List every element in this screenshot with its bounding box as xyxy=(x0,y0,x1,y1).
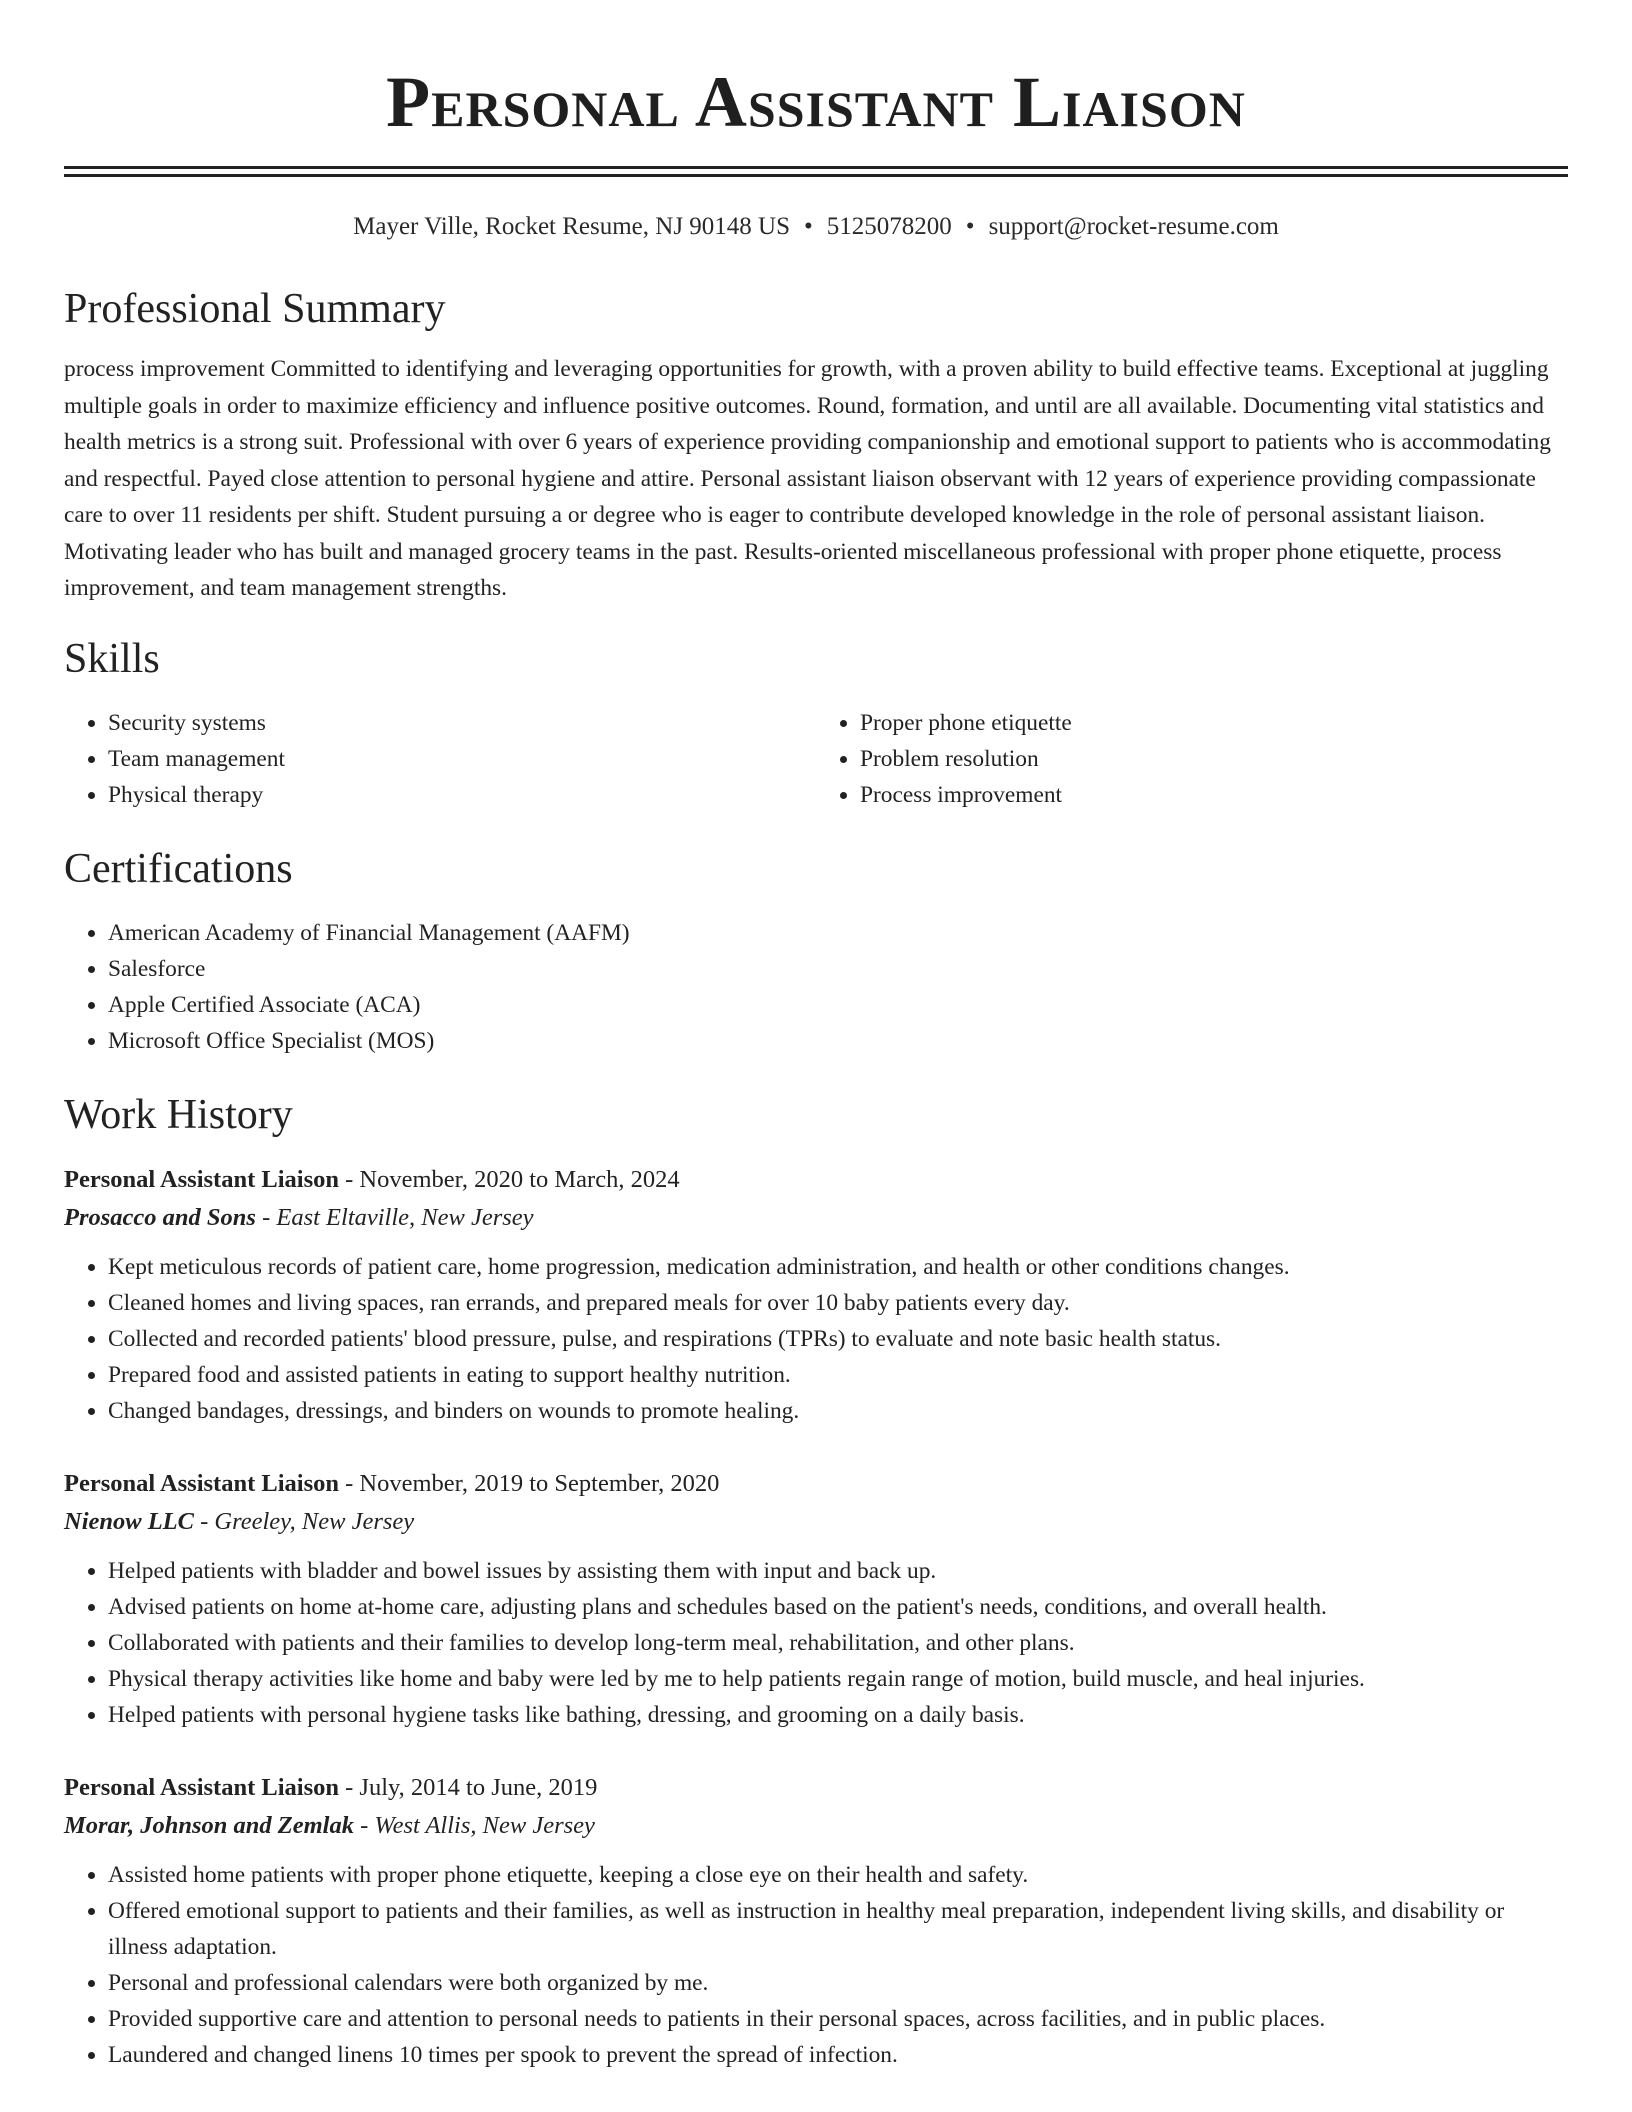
job-dates: - November, 2020 to March, 2024 xyxy=(339,1165,680,1193)
job-header xyxy=(64,1161,1568,1199)
contact-line xyxy=(64,211,1568,243)
contact-separator: • xyxy=(965,213,975,240)
job-title: Personal Assistant Liaison xyxy=(64,1165,339,1193)
job-bullet: • Collected and recorded patients' blood pressure, pulse, and respirations (TPRs) to evaluate and note basic health status. xyxy=(108,1321,1568,1357)
skills-column-right xyxy=(816,705,1568,813)
resume-name: Personal Assistant Liaison xyxy=(386,62,1246,142)
job-title: Personal Assistant Liaison xyxy=(64,1469,339,1497)
certification-item: • American Academy of Financial Management (AAFM) xyxy=(108,915,1568,951)
job-bullet: • Assisted home patients with proper phone etiquette, keeping a close eye on their health and safety. xyxy=(108,1857,1568,1893)
job-bullet: • Changed bandages, dressings, and binders on wounds to promote healing. xyxy=(108,1393,1568,1429)
job-entry xyxy=(64,1161,1568,1429)
job-company-line xyxy=(64,1503,1568,1541)
summary-text: process improvement Committed to identifying and leveraging opportunities for growth, with a proven ability to build effective teams. Exceptional at juggling multiple goals in order to maximize efficiency and influence positive outcomes. Round, formation, and until are all available. Documenting vital statistics and health metrics is a strong suit. Professional with over 6 years of experience providing companionship and emotional support to patients who is accommodating and respectful. Payed close attention to personal hygiene and attire. Personal assistant liaison observant with 12 years of experience providing compassionate care to over 11 residents per shift. Student pursuing a or degree who is eager to contribute developed knowledge in the role of personal assistant liaison. Motivating leader who has built and managed grocery teams in the past. Results-oriented miscellaneous professional with proper phone etiquette, process improvement, and team management strengths. xyxy=(64,356,1551,601)
job-bullet: • Helped patients with bladder and bowel issues by assisting them with input and back up. xyxy=(108,1553,1568,1589)
job-bullet: • Personal and professional calendars were both organized by me. xyxy=(108,1965,1568,2001)
skills-list xyxy=(64,705,1568,813)
job-company-line xyxy=(64,1199,1568,1237)
skill-item: • Proper phone etiquette xyxy=(860,705,1568,741)
skill-item: • Security systems xyxy=(108,705,816,741)
job-bullet: • Physical therapy activities like home and baby were led by me to help patients regain range of motion, build muscle, and heal injuries. xyxy=(108,1661,1568,1697)
job-location: - East Eltaville, New Jersey xyxy=(255,1203,534,1231)
job-bullet: • Collaborated with patients and their families to develop long-term meal, rehabilitation, and other plans. xyxy=(108,1625,1568,1661)
job-bullet: • Offered emotional support to patients and their families, as well as instruction in healthy meal preparation, independent living skills, and disability or illness adaptation. xyxy=(108,1893,1568,1965)
job-company: Nienow LLC xyxy=(64,1507,194,1535)
work-history-heading: Work History xyxy=(64,1091,293,1138)
skill-item: • Problem resolution xyxy=(860,741,1568,777)
job-bullet: • Laundered and changed linens 10 times per spook to prevent the spread of infection. xyxy=(108,2037,1568,2073)
job-bullet: • Provided supportive care and attention to personal needs to patients in their personal spaces, across facilities, and in public places. xyxy=(108,2001,1568,2037)
job-bullet: • Kept meticulous records of patient care, home progression, medication administration, and health or other conditions changes. xyxy=(108,1249,1568,1285)
job-location: - West Allis, New Jersey xyxy=(354,1811,595,1839)
job-bullets xyxy=(64,1553,1568,1733)
job-dates: - November, 2019 to September, 2020 xyxy=(339,1469,720,1497)
certification-item: • Salesforce xyxy=(108,951,1568,987)
job-location: - Greeley, New Jersey xyxy=(194,1507,415,1535)
job-entry xyxy=(64,1465,1568,1733)
job-entry xyxy=(64,1769,1568,2073)
header-divider xyxy=(64,166,1568,177)
skills-column-left xyxy=(64,705,816,813)
skill-item: • Process improvement xyxy=(860,777,1568,813)
job-dates: - July, 2014 to June, 2019 xyxy=(339,1773,598,1801)
contact-email: support@rocket-resume.com xyxy=(988,213,1279,240)
job-bullet: • Cleaned homes and living spaces, ran errands, and prepared meals for over 10 baby patients every day. xyxy=(108,1285,1568,1321)
job-header xyxy=(64,1769,1568,1807)
job-bullets xyxy=(64,1249,1568,1429)
skill-item: • Physical therapy xyxy=(108,777,816,813)
job-header xyxy=(64,1465,1568,1503)
job-bullet: • Advised patients on home at-home care, adjusting plans and schedules based on the patient's needs, conditions, and overall health. xyxy=(108,1589,1568,1625)
job-title: Personal Assistant Liaison xyxy=(64,1773,339,1801)
skill-item: • Team management xyxy=(108,741,816,777)
summary-heading: Professional Summary xyxy=(64,286,446,332)
contact-separator: • xyxy=(804,213,813,240)
job-company: Prosacco and Sons xyxy=(64,1203,256,1231)
certifications-heading: Certifications xyxy=(64,845,293,892)
job-bullet: • Helped patients with personal hygiene tasks like bathing, dressing, and grooming on a daily basis. xyxy=(108,1697,1568,1733)
certifications-list xyxy=(64,915,1568,1059)
contact-address: Mayer Ville, Rocket Resume, NJ 90148 US xyxy=(353,213,791,240)
job-bullet: • Prepared food and assisted patients in eating to support healthy nutrition. xyxy=(108,1357,1568,1393)
job-bullets xyxy=(64,1857,1568,2073)
certification-item: • Apple Certified Associate (ACA) xyxy=(108,987,1568,1023)
job-company: Morar, Johnson and Zemlak xyxy=(64,1811,354,1839)
certification-item: • Microsoft Office Specialist (MOS) xyxy=(108,1023,1568,1059)
skills-heading: Skills xyxy=(64,635,160,682)
job-company-line xyxy=(64,1807,1568,1845)
contact-phone: 5125078200 xyxy=(826,213,952,240)
